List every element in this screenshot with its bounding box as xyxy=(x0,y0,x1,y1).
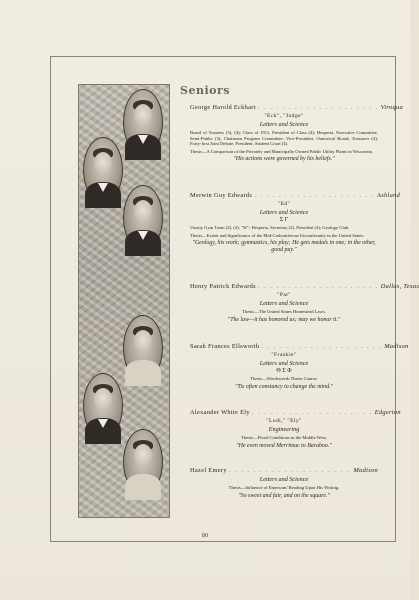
senior-quote: "He even moved Merrimac to Baraboo." xyxy=(236,442,332,449)
senior-greek-letters: Θ Σ Φ xyxy=(276,368,292,374)
senior-nickname: "Lodi," "Ely" xyxy=(266,418,302,424)
senior-thesis: Thesis—Flood Conditions in the Middle West. xyxy=(241,435,327,440)
portrait-photo xyxy=(83,137,123,203)
senior-activities: Board of Trustees (3), (4); Class of 1911, President of Class (4); Hesperia, Executive Committee, Semi-Public (3); Chairman Program Committee; Vice-President, Oratorical Board, Treasurer (4); Forty-first Joint Debate, President; Student Court (4). xyxy=(190,130,378,147)
senior-college: Letters and Science xyxy=(259,300,309,307)
senior-quote: "Tis often constancy to change the mind." xyxy=(234,383,334,390)
senior-activities: Varsity Gym Team (2), (4), "W"; Hesperia, Secretary (2), President (4); Geology Club. xyxy=(190,225,350,230)
senior-name: George Harold Eckhart xyxy=(190,104,256,111)
senior-quote: "So sweet and fair, and on the square." xyxy=(238,492,330,499)
senior-hometown: Madison xyxy=(353,467,378,474)
senior-name: Alexander White Ely xyxy=(190,409,250,416)
senior-entry xyxy=(190,467,378,500)
leader-dots: . . . . . . . . . . . . . . . . . . . . xyxy=(254,192,376,199)
page-number: 80 xyxy=(201,532,209,539)
senior-entry xyxy=(190,104,403,163)
senior-name: Hazel Emery xyxy=(190,467,227,474)
portrait-photo xyxy=(123,185,163,251)
senior-thesis: Thesis—Extent and Significance of the Mid-Carboniferous Unconformity in the United States. xyxy=(190,232,365,238)
senior-college: Letters and Science xyxy=(259,476,309,483)
senior-college: Letters and Science xyxy=(259,360,309,367)
senior-quote: "The law—it has honored us; may we honor it." xyxy=(227,316,341,323)
senior-entry xyxy=(190,283,419,324)
senior-college: Engineering xyxy=(268,426,300,433)
senior-quote: "Geology, his work; gymnastics, his play; He gets medals in one; in the other, good pay." xyxy=(192,240,376,254)
senior-hometown: Ashland xyxy=(377,192,401,199)
senior-hometown: Dallas, Texas xyxy=(380,283,419,290)
senior-entry xyxy=(190,343,409,391)
senior-greek-letters: Σ Γ xyxy=(279,217,289,223)
page-heading: Seniors xyxy=(180,84,230,97)
portrait-photo xyxy=(123,89,163,155)
senior-name: Sarah Frances Ellsworth xyxy=(190,343,260,350)
senior-entry xyxy=(190,409,401,450)
leader-dots: . . . . . . . . . . . . . . . . . . . . xyxy=(251,409,373,416)
senior-nickname: "Eck", "Judge" xyxy=(264,113,304,119)
leader-dots: . . . . . . . . . . . . . . . . . . . . xyxy=(257,104,379,111)
senior-hometown: Viroqua xyxy=(380,104,403,111)
senior-name: Henry Patrick Edwards xyxy=(190,283,256,290)
portrait-photo xyxy=(123,429,163,495)
leader-dots: . . . . . . . . . . . . . . . . . . . . xyxy=(228,467,350,474)
senior-thesis: Thesis—The United States Homestead Laws. xyxy=(242,309,326,314)
portrait-photo xyxy=(123,315,163,381)
senior-hometown: Edgerton xyxy=(374,409,401,416)
senior-quote: "His actions were governed by his beliefs." xyxy=(233,156,335,163)
senior-entry xyxy=(190,192,401,254)
senior-nickname: "Pat" xyxy=(277,292,291,298)
senior-name: Merwin Guy Edwards xyxy=(190,192,253,199)
portrait-photo xyxy=(83,373,123,439)
senior-college: Letters and Science xyxy=(259,121,309,128)
portrait-panel xyxy=(78,84,170,518)
senior-college: Letters and Science xyxy=(259,209,309,216)
leader-dots: . . . . . . . . . . . . . . . . . . . . xyxy=(257,283,379,290)
senior-nickname: "Ed" xyxy=(277,201,291,207)
senior-nickname: "Frankie" xyxy=(271,352,297,358)
senior-thesis: Thesis—Influence of Emersons' Reading Upon His Writing. xyxy=(228,485,340,490)
leader-dots: . . . . . . . . . . . . . . . . . . . . xyxy=(261,343,383,350)
senior-thesis: Thesis—Wordsworth Thesis Course. xyxy=(250,376,318,381)
senior-hometown: Madison xyxy=(384,343,409,350)
senior-thesis: Thesis—A Comparison of the Privately and Municipally Owned Public Utility Plants in Wisconsin. xyxy=(190,148,374,154)
